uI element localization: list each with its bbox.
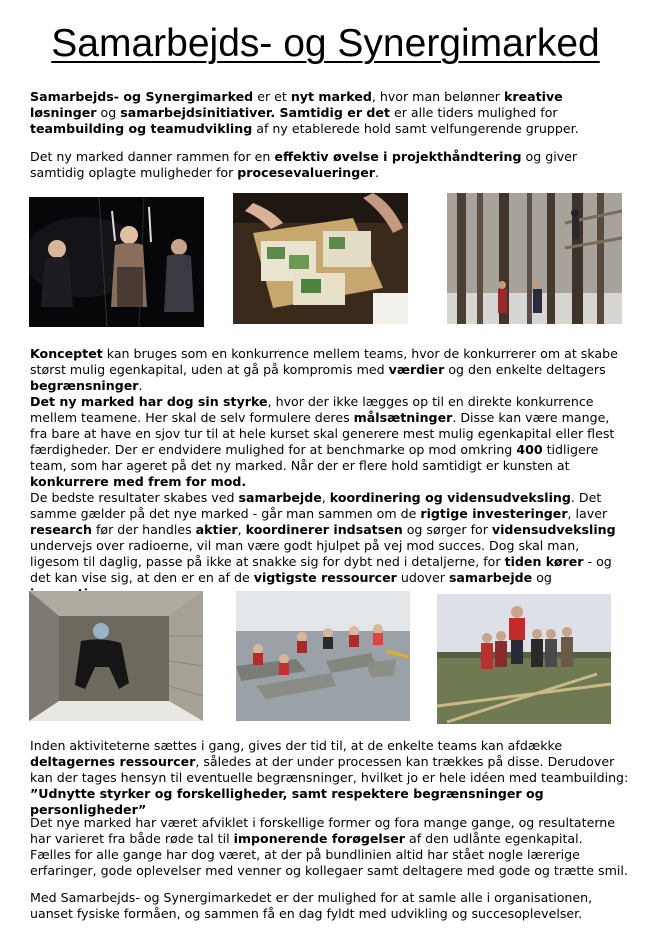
- bold-phrase: effektiv øvelse i projekthåndtering: [274, 149, 522, 164]
- text-run: Med Samarbejds- og Synergimarkedet er der mulighed for at samle alle i organisationen, uanset fysiske formåen, og sammen få en dag fyldt med udvikling og succesoplevelser.: [30, 890, 593, 921]
- text-run: og sørger for: [402, 522, 492, 537]
- text-run: og giver samtidig oplagte muligheder for: [30, 149, 578, 180]
- bold-phrase: aktier: [195, 522, 238, 537]
- bold-phrase: tiden kører: [504, 554, 584, 569]
- text-run: er et: [253, 89, 291, 104]
- bold-phrase: samarbejdsinitiativer. Samtidig er det: [120, 105, 390, 120]
- text-run: ,: [237, 522, 246, 537]
- bold-phrase: rigtige investeringer: [420, 506, 568, 521]
- text-run: er alle tiders mulighed for: [390, 105, 558, 120]
- text-run: ,: [321, 490, 330, 505]
- bold-phrase: imponerende forøgelser: [233, 831, 405, 846]
- bold-phrase: vidensudveksling: [491, 522, 616, 537]
- bold-phrase: research: [30, 522, 92, 537]
- closing-paragraph: [30, 890, 630, 922]
- text-run: undervejs over radioerne, vil man være godt hjulpet på vej mod succes. Dog skal man, ligesom til daglig, passe på ikke at snakke sig for dybt ned i detaljerne, for: [30, 538, 580, 569]
- bold-phrase: samarbejde: [448, 570, 533, 585]
- photo-canoes: [236, 591, 410, 721]
- text-run: tidligere team, som har ageret på det ny marked. Når der er flere hold samtidigt er kunsten at: [30, 442, 599, 473]
- results-paragraph: [30, 815, 630, 879]
- bold-phrase: samarbejde: [238, 490, 322, 505]
- text-run: . Disse kan være mange, fra bare at have en sjov tur til at hele kurset skal generere mest mulig egenkapital eller flest færdigheder. Der er endvidere mulighed for at benchmarke op mod omkring: [30, 410, 615, 457]
- text-run: Det nye marked har været afviklet i forskellige former og fora mange gange, og resultaterne har varieret fra både røde tal til: [30, 815, 616, 846]
- text-run: kan bruges som en konkurrence mellem teams, hvor de konkurrerer om at skabe størst mulig egenkapital, uden at gå på kompromis med: [30, 346, 618, 377]
- page-title: Samarbejds- og Synergimarked: [51, 22, 600, 65]
- bold-phrase: Konceptet: [30, 346, 103, 361]
- bold-phrase: ”Udnytte styrker og forskelligheder, samt respektere begrænsninger og personligheder”: [30, 786, 544, 817]
- text-run: af den udlånte egenkapital.: [404, 831, 583, 846]
- text-run: , hvor der ikke lægges op til en direkte konkurrence mellem teamene. Her skal de selv formulere deres: [30, 394, 594, 425]
- text-run: .: [375, 165, 380, 180]
- photo-forest-ropes: [447, 193, 622, 324]
- concept-paragraph: [30, 346, 630, 602]
- text-run: og: [96, 105, 121, 120]
- bold-phrase: værdier: [388, 362, 445, 377]
- resources-paragraph: [30, 738, 630, 818]
- text-run: Fælles for alle gange har dog været, at der på bundlinien altid har stået nogle lærerige erfaringer, gode oplevelser med venner og kollegaer samt deltagere med gode og trætte smil.: [30, 847, 628, 878]
- bold-phrase: vigtigste ressourcer: [253, 570, 397, 585]
- bold-phrase: målsætninger: [353, 410, 453, 425]
- text-run: De bedste resultater skabes ved: [30, 490, 239, 505]
- text-run: , laver: [567, 506, 608, 521]
- text-run: - og det kan vise sig, at den er en af de: [30, 554, 612, 585]
- bold-phrase: kreative løsninger: [30, 89, 563, 120]
- bold-phrase: Samarbejds- og Synergimarked: [30, 89, 254, 104]
- text-run: af ny etablerede hold samt velfungerende grupper.: [252, 121, 579, 136]
- text-run: Inden aktiviteterne sættes i gang, gives der tid til, at de enkelte teams kan afdække: [30, 738, 563, 753]
- bold-phrase: Det ny marked har dog sin styrke: [30, 394, 268, 409]
- photo-night-climbers: [29, 197, 204, 327]
- text-run: udover: [396, 570, 449, 585]
- bold-phrase: deltagernes ressourcer: [30, 754, 196, 769]
- bold-phrase: teambuilding og teamudvikling: [30, 121, 253, 136]
- bold-phrase: nyt marked: [290, 89, 372, 104]
- photo-group-poles: [437, 594, 611, 724]
- text-run: .: [138, 378, 143, 393]
- text-run: , hvor man belønner: [371, 89, 504, 104]
- bold-phrase: begrænsninger: [30, 378, 139, 393]
- photo-tunnel-crawl: [29, 591, 203, 721]
- bold-phrase: koordinerer indsatsen: [245, 522, 403, 537]
- text-run: Det ny marked danner rammen for en: [30, 149, 275, 164]
- text-run: og: [532, 570, 552, 585]
- photo-map-table: [233, 193, 408, 324]
- bold-phrase: procesevalueringer: [237, 165, 376, 180]
- intro-paragraph: [30, 89, 630, 137]
- text-run: og den enkelte deltagers: [444, 362, 606, 377]
- project-paragraph: [30, 149, 630, 181]
- text-run: . Det samme gælder på det nye marked - går man sammen om de: [30, 490, 602, 521]
- text-run: før der handles: [91, 522, 196, 537]
- text-run: , således at der under processen kan trækkes på disse. Derudover kan der tages hensyn til eventuelle begrænsninger, hvilket jo er hele idéen med teambuilding:: [30, 754, 629, 785]
- bold-phrase: 400: [516, 442, 543, 457]
- bold-phrase: koordinering og vidensudveksling: [329, 490, 571, 505]
- bold-phrase: konkurrere med frem for mod.: [30, 474, 247, 489]
